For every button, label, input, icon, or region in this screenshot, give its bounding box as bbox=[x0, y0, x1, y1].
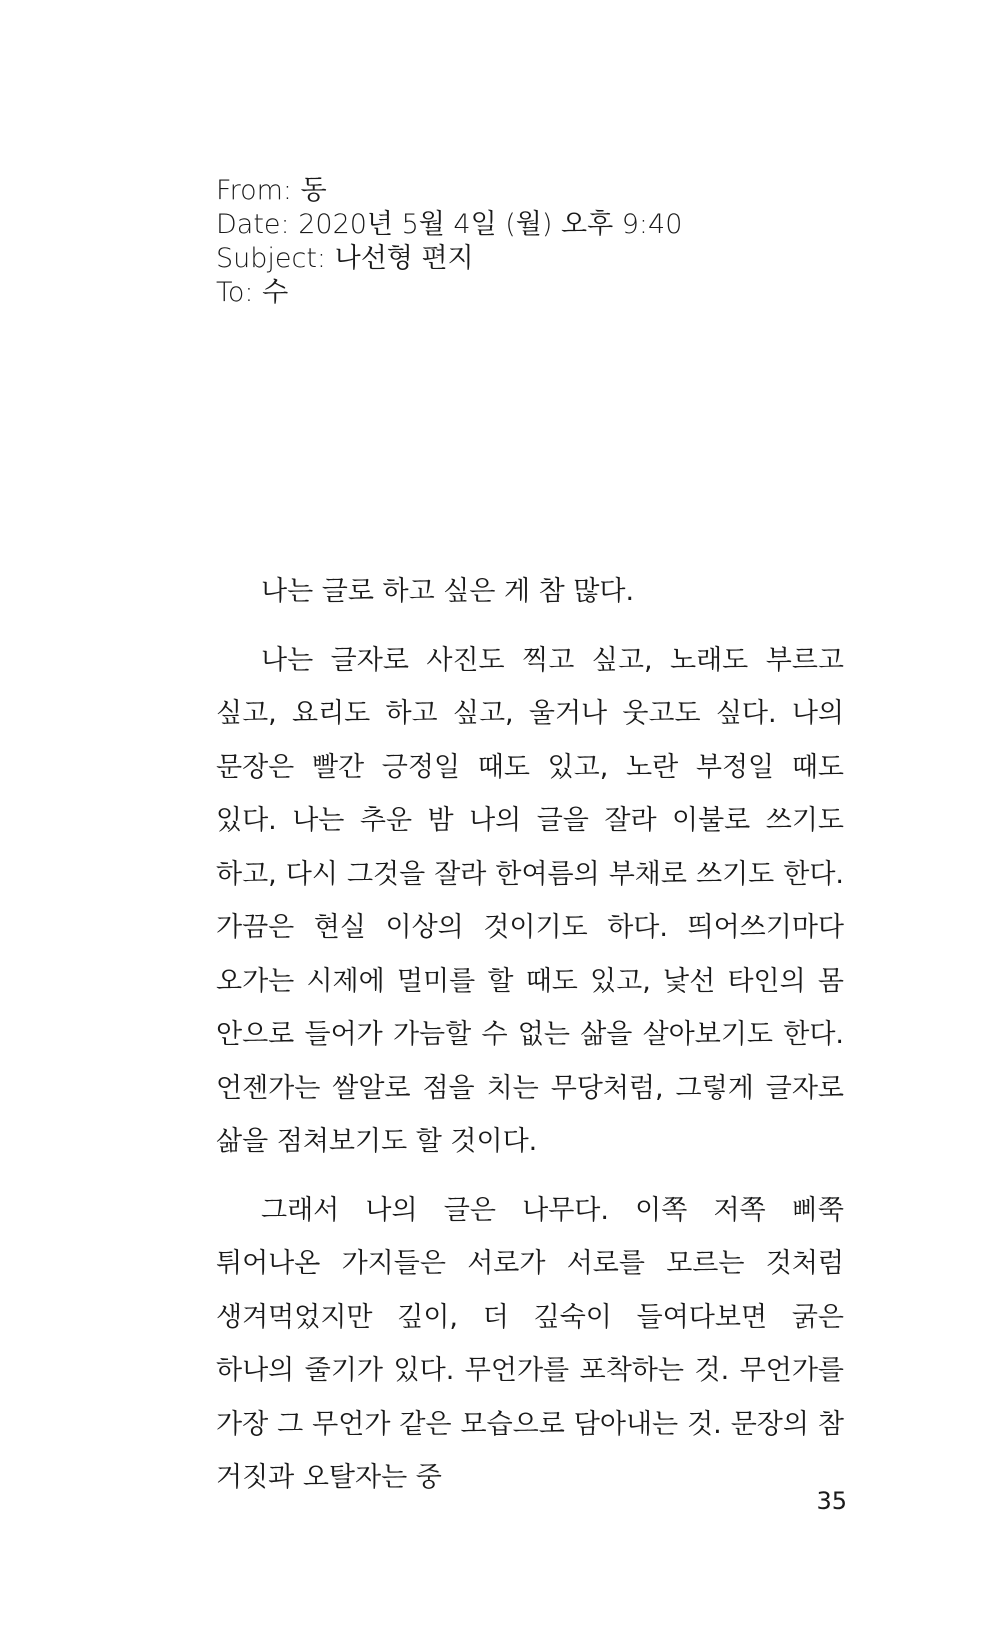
letter-body bbox=[216, 565, 844, 1520]
page-number: 35 bbox=[816, 1487, 847, 1515]
email-header bbox=[216, 174, 682, 310]
header-date: Date: 2020년 5월 4일 (월) 오후 9:40 bbox=[216, 209, 683, 240]
paragraph-3: 그래서 나의 글은 나무다. 이쪽 저쪽 삐쭉 튀어나온 가지들은 서로가 서로를 모르는 것처럼 생겨먹었지만 깊이, 더 깊숙이 들여다보면 굵은 하나의 줄기가 있다. 무언가를 포착하는 것. 무언가를 가장 그 무언가 같은 모습으로 담아내는 것. 문장의 참 거짓과 오탈자는 중 bbox=[216, 1194, 844, 1493]
header-from: From: 동 bbox=[216, 175, 327, 206]
paragraph-2: 나는 글자로 사진도 찍고 싶고, 노래도 부르고 싶고, 요리도 하고 싶고, 울거나 웃고도 싶다. 나의 문장은 빨간 긍정일 때도 있고, 노란 부정일 때도 있다. 나는 추운 밤 나의 글을 잘라 이불로 쓰기도 하고, 다시 그것을 잘라 한여름의 부채로 쓰기도 한다. 가끔은 현실 이상의 것이기도 하다. 띄어쓰기마다 오가는 시제에 멀미를 할 때도 있고, 낯선 타인의 몸 안으로 들어가 가늠할 수 없는 삶을 살아보기도 한다. 언젠가는 쌀알로 점을 치는 무당처럼, 그렇게 글자로 삶을 점쳐보기도 할 것이다. bbox=[216, 644, 844, 1157]
header-subject: Subject: 나선형 편지 bbox=[216, 243, 474, 274]
paragraph-1: 나는 글로 하고 싶은 게 참 많다. bbox=[261, 576, 635, 607]
header-to: To: 수 bbox=[216, 277, 289, 308]
